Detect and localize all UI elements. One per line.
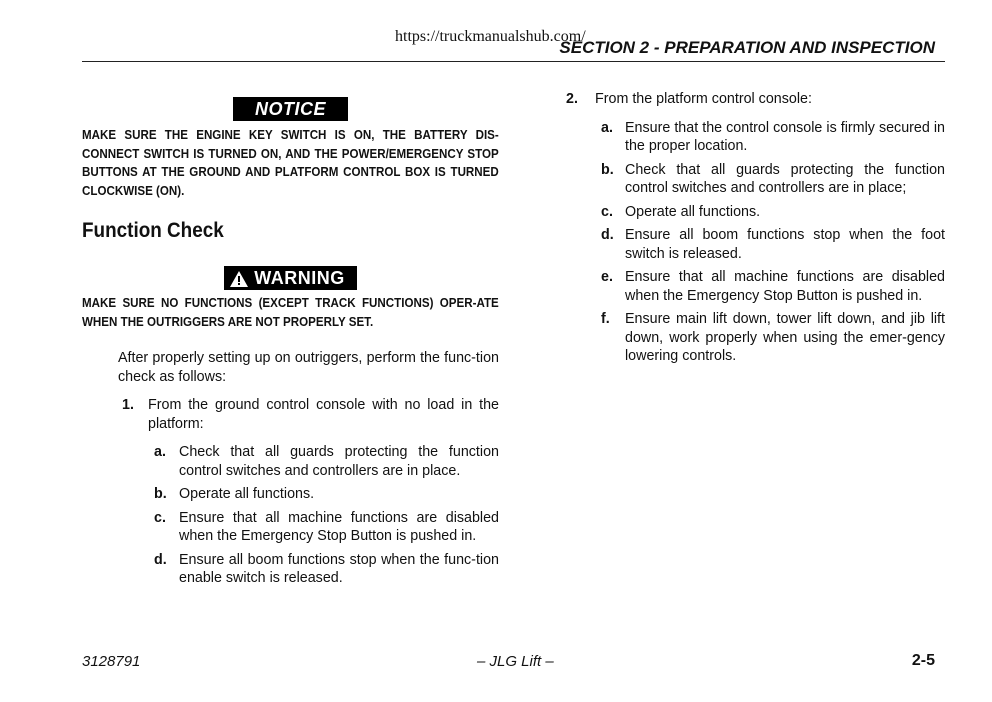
step-2 [566, 90, 945, 109]
left-column [82, 97, 499, 588]
warning-block [82, 266, 499, 331]
substep-text: Ensure main lift down, tower lift down, and jib lift down, work properly when using the emer-gency lowering controls. [625, 311, 945, 364]
right-column [566, 90, 945, 366]
footer-center: – JLG Lift – [477, 653, 554, 670]
substep-letter: d. [601, 227, 614, 243]
step-2a [601, 119, 945, 156]
page-number: 2-5 [911, 652, 935, 669]
substep-letter: a. [601, 119, 613, 136]
footer-doc-number: 3128791 [82, 653, 141, 670]
step-number: 1. [122, 397, 134, 413]
section-title: SECTION 2 - PREPARATION AND INSPECTION [559, 38, 935, 57]
notice-text: MAKE SURE THE ENGINE KEY SWITCH IS ON, THE BATTERY DIS-CONNECT SWITCH IS TURNED ON, AND THE POWER/EMERGENCY STOP BUTTONS AT THE GROUND AND PLATFORM CONTROL BOX IS TURNED CLOCKWISE (ON). [82, 128, 499, 198]
step-1d [154, 551, 499, 588]
substep-text: Ensure all boom functions stop when the foot switch is released. [625, 227, 945, 262]
step-text: From the ground control console with no load in the platform: [148, 397, 499, 432]
warning-triangle-icon [230, 271, 248, 287]
substep-letter: f. [601, 311, 610, 327]
step-1a [154, 443, 499, 480]
substep-letter: a. [154, 444, 166, 460]
step-2f [601, 310, 945, 366]
substep-letter: e. [601, 269, 613, 285]
step-2c [601, 203, 945, 222]
step-text: From the platform control console: [595, 91, 812, 107]
substep-letter: d. [154, 551, 167, 568]
warning-label: WARNING [254, 268, 345, 288]
substep-letter: c. [154, 509, 166, 526]
section-heading: Function Check [82, 219, 224, 242]
substep-text: Operate all functions. [625, 203, 761, 220]
notice-block [82, 97, 499, 200]
notice-badge: NOTICE [233, 97, 348, 121]
warning-badge [224, 266, 357, 290]
step-2d [601, 226, 945, 263]
step-1c [154, 509, 499, 546]
step-number: 2. [566, 91, 578, 107]
substep-text: Ensure that all machine functions are disabled when the Emergency Stop Button is pushed in. [625, 269, 945, 304]
substep-letter: b. [601, 161, 614, 178]
substep-letter: c. [601, 203, 613, 220]
substep-text: Operate all functions. [179, 486, 315, 502]
warning-text: MAKE SURE NO FUNCTIONS (EXCEPT TRACK FUNCTIONS) OPER-ATE WHEN THE OUTRIGGERS ARE NOT PROPERLY SET. [82, 296, 499, 329]
substep-text: Check that all guards protecting the function control switches and controllers are in place. [179, 444, 499, 479]
url-watermark[interactable]: https://truckmanualshub.com/ [395, 28, 586, 45]
substep-text: Check that all guards protecting the function control switches and controllers are in place; [625, 161, 945, 196]
step-1b [154, 485, 499, 504]
substep-text: Ensure that all machine functions are disabled when the Emergency Stop Button is pushed in. [179, 509, 499, 544]
intro-paragraph: After properly setting up on outriggers, perform the func-tion check as follows: [118, 350, 499, 385]
substep-letter: b. [154, 486, 167, 502]
substep-text: Ensure all boom functions stop when the func-tion enable switch is released. [179, 551, 499, 586]
step-2b [601, 161, 945, 198]
substep-text: Ensure that the control console is firmly secured in the proper location. [625, 119, 945, 154]
step-2e [601, 268, 945, 305]
step-1 [122, 396, 499, 433]
header-rule [82, 61, 945, 62]
